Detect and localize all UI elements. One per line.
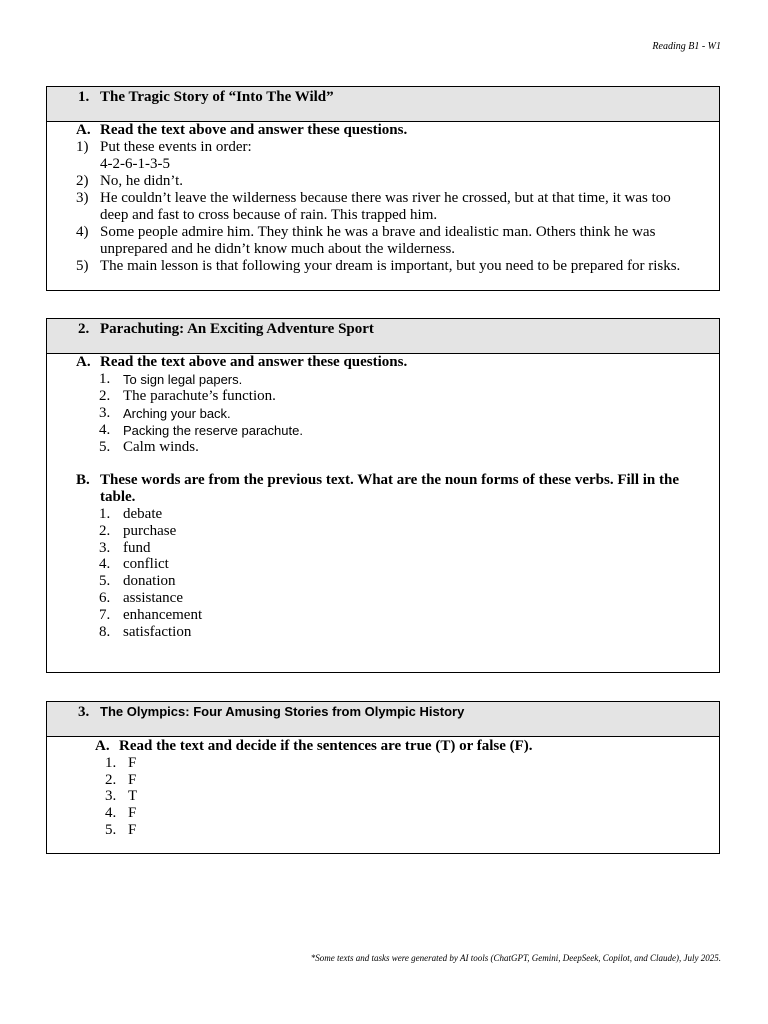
answer-text: T — [128, 788, 138, 804]
section-1-title: The Tragic Story of “Into The Wild” — [100, 89, 334, 105]
answer-text: F — [128, 772, 137, 788]
answer-number: 8. — [99, 624, 111, 640]
answer-text: conflict — [123, 556, 169, 572]
part-letter: A. — [76, 354, 91, 370]
answer-number: 1) — [76, 139, 89, 155]
answer-number: 1. — [99, 371, 111, 387]
part-heading: Read the text above and answer these questions. — [100, 354, 408, 370]
answer-number: 1. — [99, 506, 111, 522]
section-3-title: The Olympics: Four Amusing Stories from Olympic History — [100, 704, 465, 719]
section-1-box — [46, 86, 720, 291]
answer-number: 3) — [76, 190, 89, 206]
footer-note: *Some texts and tasks were generated by AI tools (ChatGPT, Gemini, DeepSeek, Copilot, and Claude), July 2025. — [310, 953, 721, 963]
answer-text: debate — [123, 506, 163, 522]
answer-text: Arching your back. — [123, 406, 231, 421]
answer-text: satisfaction — [123, 624, 192, 640]
answer-text: Packing the reserve parachute. — [123, 423, 303, 438]
part-heading: These words are from the previous text. What are the noun forms of these verbs. Fill in the — [100, 472, 679, 488]
part-heading: Read the text and decide if the sentences are true (T) or false (F). — [119, 738, 533, 754]
answer-text: donation — [123, 573, 176, 589]
answer-text-order: 4-2-6-1-3-5 — [100, 156, 170, 172]
section-3-title-bar — [47, 702, 719, 737]
answer-number: 3. — [105, 788, 117, 804]
answer-number: 4. — [99, 556, 111, 572]
part-letter: A. — [95, 738, 110, 754]
answer-text: purchase — [123, 523, 177, 539]
answer-text: To sign legal papers. — [123, 372, 243, 387]
answer-number: 2. — [99, 388, 111, 404]
part-heading: table. — [100, 489, 136, 505]
answer-text: Calm winds. — [123, 439, 199, 455]
answer-text: The parachute’s function. — [123, 388, 276, 404]
answer-text: F — [128, 755, 137, 771]
answer-number: 2. — [99, 523, 111, 539]
section-2-number: 2. — [78, 321, 90, 337]
answer-number: 3. — [99, 540, 111, 556]
answer-text: The main lesson is that following your dream is important, but you need to be prepared for risks. — [100, 258, 681, 274]
answer-number: 5. — [99, 573, 111, 589]
section-1-number: 1. — [78, 89, 90, 105]
answer-text: unprepared and he didn’t know much about the wilderness. — [100, 241, 456, 257]
answer-text: fund — [123, 540, 151, 556]
part-letter: A. — [76, 122, 91, 138]
answer-text: He couldn’t leave the wilderness because there was river he crossed, but at that time, it was too — [100, 190, 671, 206]
section-2-box — [46, 318, 720, 673]
answer-number: 5) — [76, 258, 89, 274]
answer-number: 3. — [99, 405, 111, 421]
answer-number: 5. — [105, 822, 117, 838]
answer-number: 7. — [99, 607, 111, 623]
answer-number: 4. — [99, 422, 111, 438]
section-2-title-bar — [47, 319, 719, 354]
answer-number: 4. — [105, 805, 117, 821]
section-3-box — [46, 701, 720, 854]
answer-text: deep and fast to cross because of rain. This trapped him. — [100, 207, 438, 223]
answer-text: Put these events in order: — [100, 139, 252, 155]
section-3-number: 3. — [78, 704, 90, 720]
answer-text: F — [128, 805, 137, 821]
section-2-title: Parachuting: An Exciting Adventure Sport — [100, 321, 374, 337]
answer-text: F — [128, 822, 137, 838]
answer-number: 2) — [76, 173, 89, 189]
part-heading: Read the text above and answer these questions. — [100, 122, 408, 138]
answer-number: 4) — [76, 224, 89, 240]
answer-number: 6. — [99, 590, 111, 606]
page-header-tag: Reading B1 - W1 — [652, 41, 721, 52]
answer-text: enhancement — [123, 607, 203, 623]
answer-text: No, he didn’t. — [100, 173, 184, 189]
part-letter: B. — [76, 472, 90, 488]
answer-number: 2. — [105, 772, 117, 788]
answer-number: 1. — [105, 755, 117, 771]
answer-text: Some people admire him. They think he was a brave and idealistic man. Others think he was — [100, 224, 656, 240]
answer-text: assistance — [123, 590, 183, 606]
section-1-title-bar — [47, 87, 719, 122]
answer-number: 5. — [99, 439, 111, 455]
